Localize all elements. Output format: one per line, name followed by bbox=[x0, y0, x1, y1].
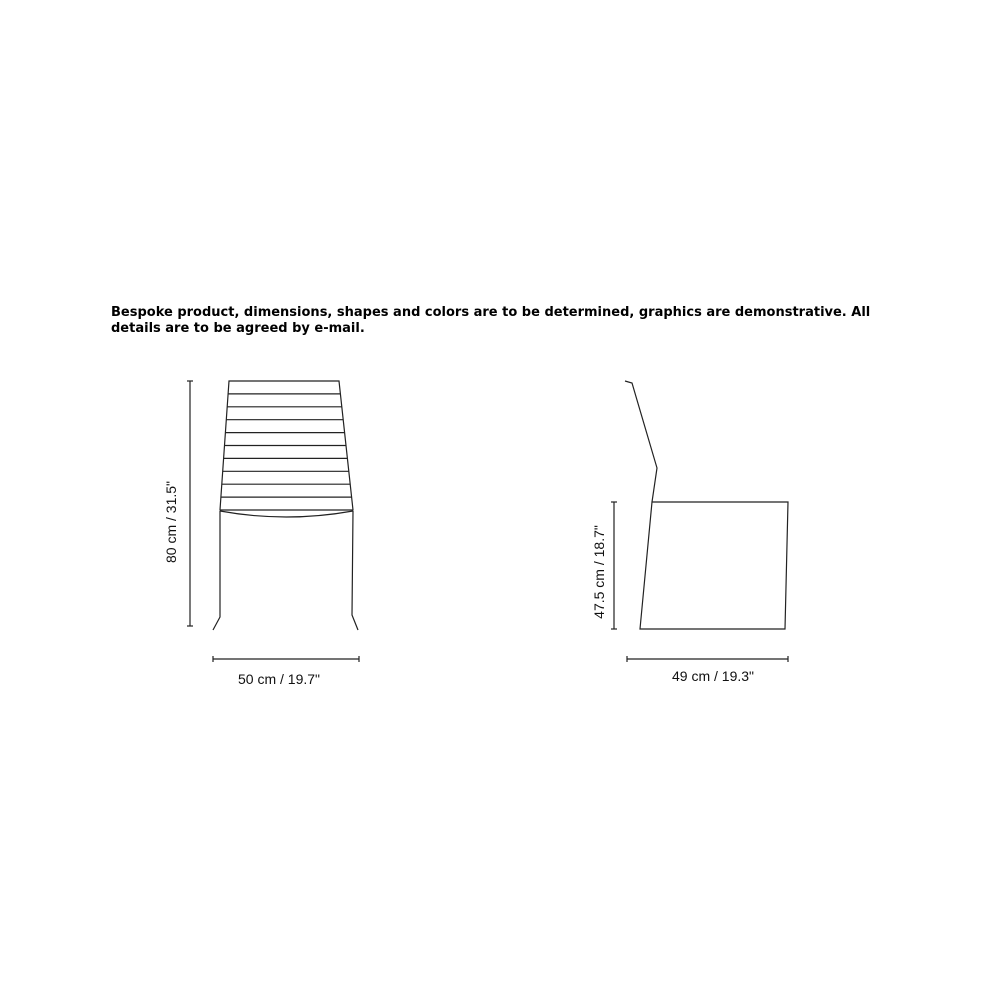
chair-front-left-leg bbox=[213, 511, 220, 630]
front-height-label: 80 cm / 31.5" bbox=[163, 480, 179, 564]
side-depth-label: 49 cm / 19.3" bbox=[671, 668, 755, 684]
front-width-dimension-line bbox=[213, 656, 359, 662]
chair-front-view bbox=[213, 381, 358, 630]
disclaimer-note: Bespoke product, dimensions, shapes and colors are to be determined, graphics are demonstrative. All details are to be agreed by e-mail. bbox=[111, 305, 871, 336]
side-seat-height-dimension-line bbox=[611, 502, 617, 629]
chair-front-right-leg bbox=[352, 511, 358, 630]
chair-side-backrest bbox=[625, 381, 657, 502]
chair-front-slats bbox=[221, 394, 352, 497]
chair-side-view bbox=[625, 381, 788, 629]
chair-side-seat-body bbox=[640, 502, 788, 629]
front-width-label: 50 cm / 19.7" bbox=[237, 671, 321, 687]
front-height-dimension-line bbox=[187, 381, 193, 626]
chair-front-seat-edge bbox=[220, 511, 353, 517]
side-seat-height-label: 47.5 cm / 18.7" bbox=[591, 525, 607, 619]
side-depth-dimension-line bbox=[627, 656, 788, 662]
